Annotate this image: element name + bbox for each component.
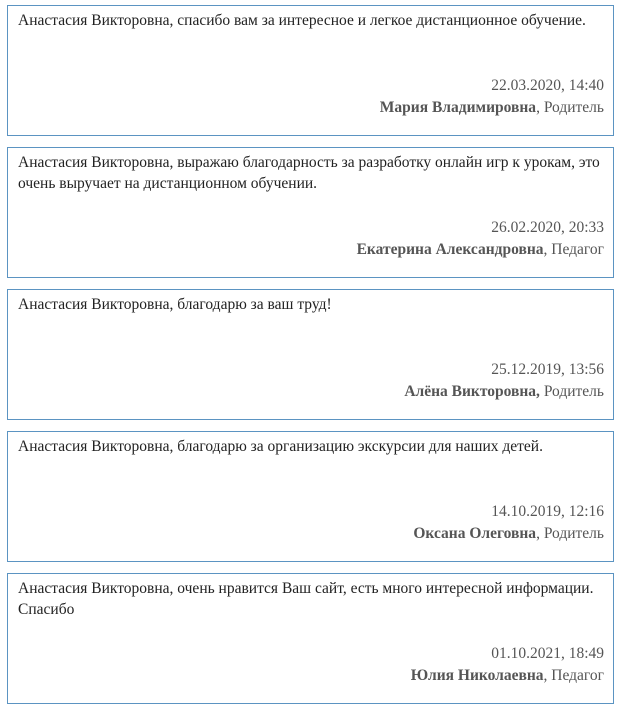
review-author-name: Мария Владимировна	[379, 99, 537, 116]
review-author-role: Родитель	[539, 383, 604, 400]
review-card	[7, 289, 614, 420]
review-card	[7, 431, 614, 562]
review-datetime: 25.12.2019, 13:56	[491, 361, 604, 378]
review-author-role: , Родитель	[536, 525, 604, 542]
review-author-name: Юлия Николаевна	[410, 667, 544, 684]
reviews-list	[7, 5, 614, 704]
review-datetime: 22.03.2020, 14:40	[491, 77, 604, 94]
review-card	[7, 573, 614, 704]
review-author-line	[380, 97, 604, 118]
review-datetime: 01.10.2021, 18:49	[491, 645, 604, 662]
review-author-role: , Родитель	[536, 99, 604, 116]
review-author-line	[357, 239, 604, 260]
review-author-role: , Педагог	[543, 667, 604, 684]
review-author-line	[404, 381, 604, 402]
review-text: Анастасия Викторовна, благодарю за организацию экскурсии для наших детей.	[18, 438, 543, 455]
review-text: Анастасия Викторовна, очень нравится Ваш сайт, есть много интересной информации. Спасибо	[18, 580, 594, 618]
review-author-name: Екатерина Александровна	[356, 241, 544, 258]
review-datetime: 26.02.2020, 20:33	[491, 219, 604, 236]
review-text: Анастасия Викторовна, выражаю благодарность за разработку онлайн игр к урокам, это очень выручает на дистанционном обучении.	[18, 154, 600, 192]
review-card	[7, 5, 614, 136]
review-card	[7, 147, 614, 278]
review-author-name: Алёна Викторовна,	[404, 383, 540, 400]
review-text: Анастасия Викторовна, спасибо вам за интересное и легкое дистанционное обучение.	[18, 12, 586, 29]
review-author-line	[411, 665, 604, 686]
review-author-line	[413, 523, 604, 544]
review-datetime: 14.10.2019, 12:16	[491, 503, 604, 520]
review-author-name: Оксана Олеговна	[413, 525, 537, 542]
review-author-role: , Педагог	[543, 241, 604, 258]
review-text: Анастасия Викторовна, благодарю за ваш труд!	[18, 296, 332, 313]
